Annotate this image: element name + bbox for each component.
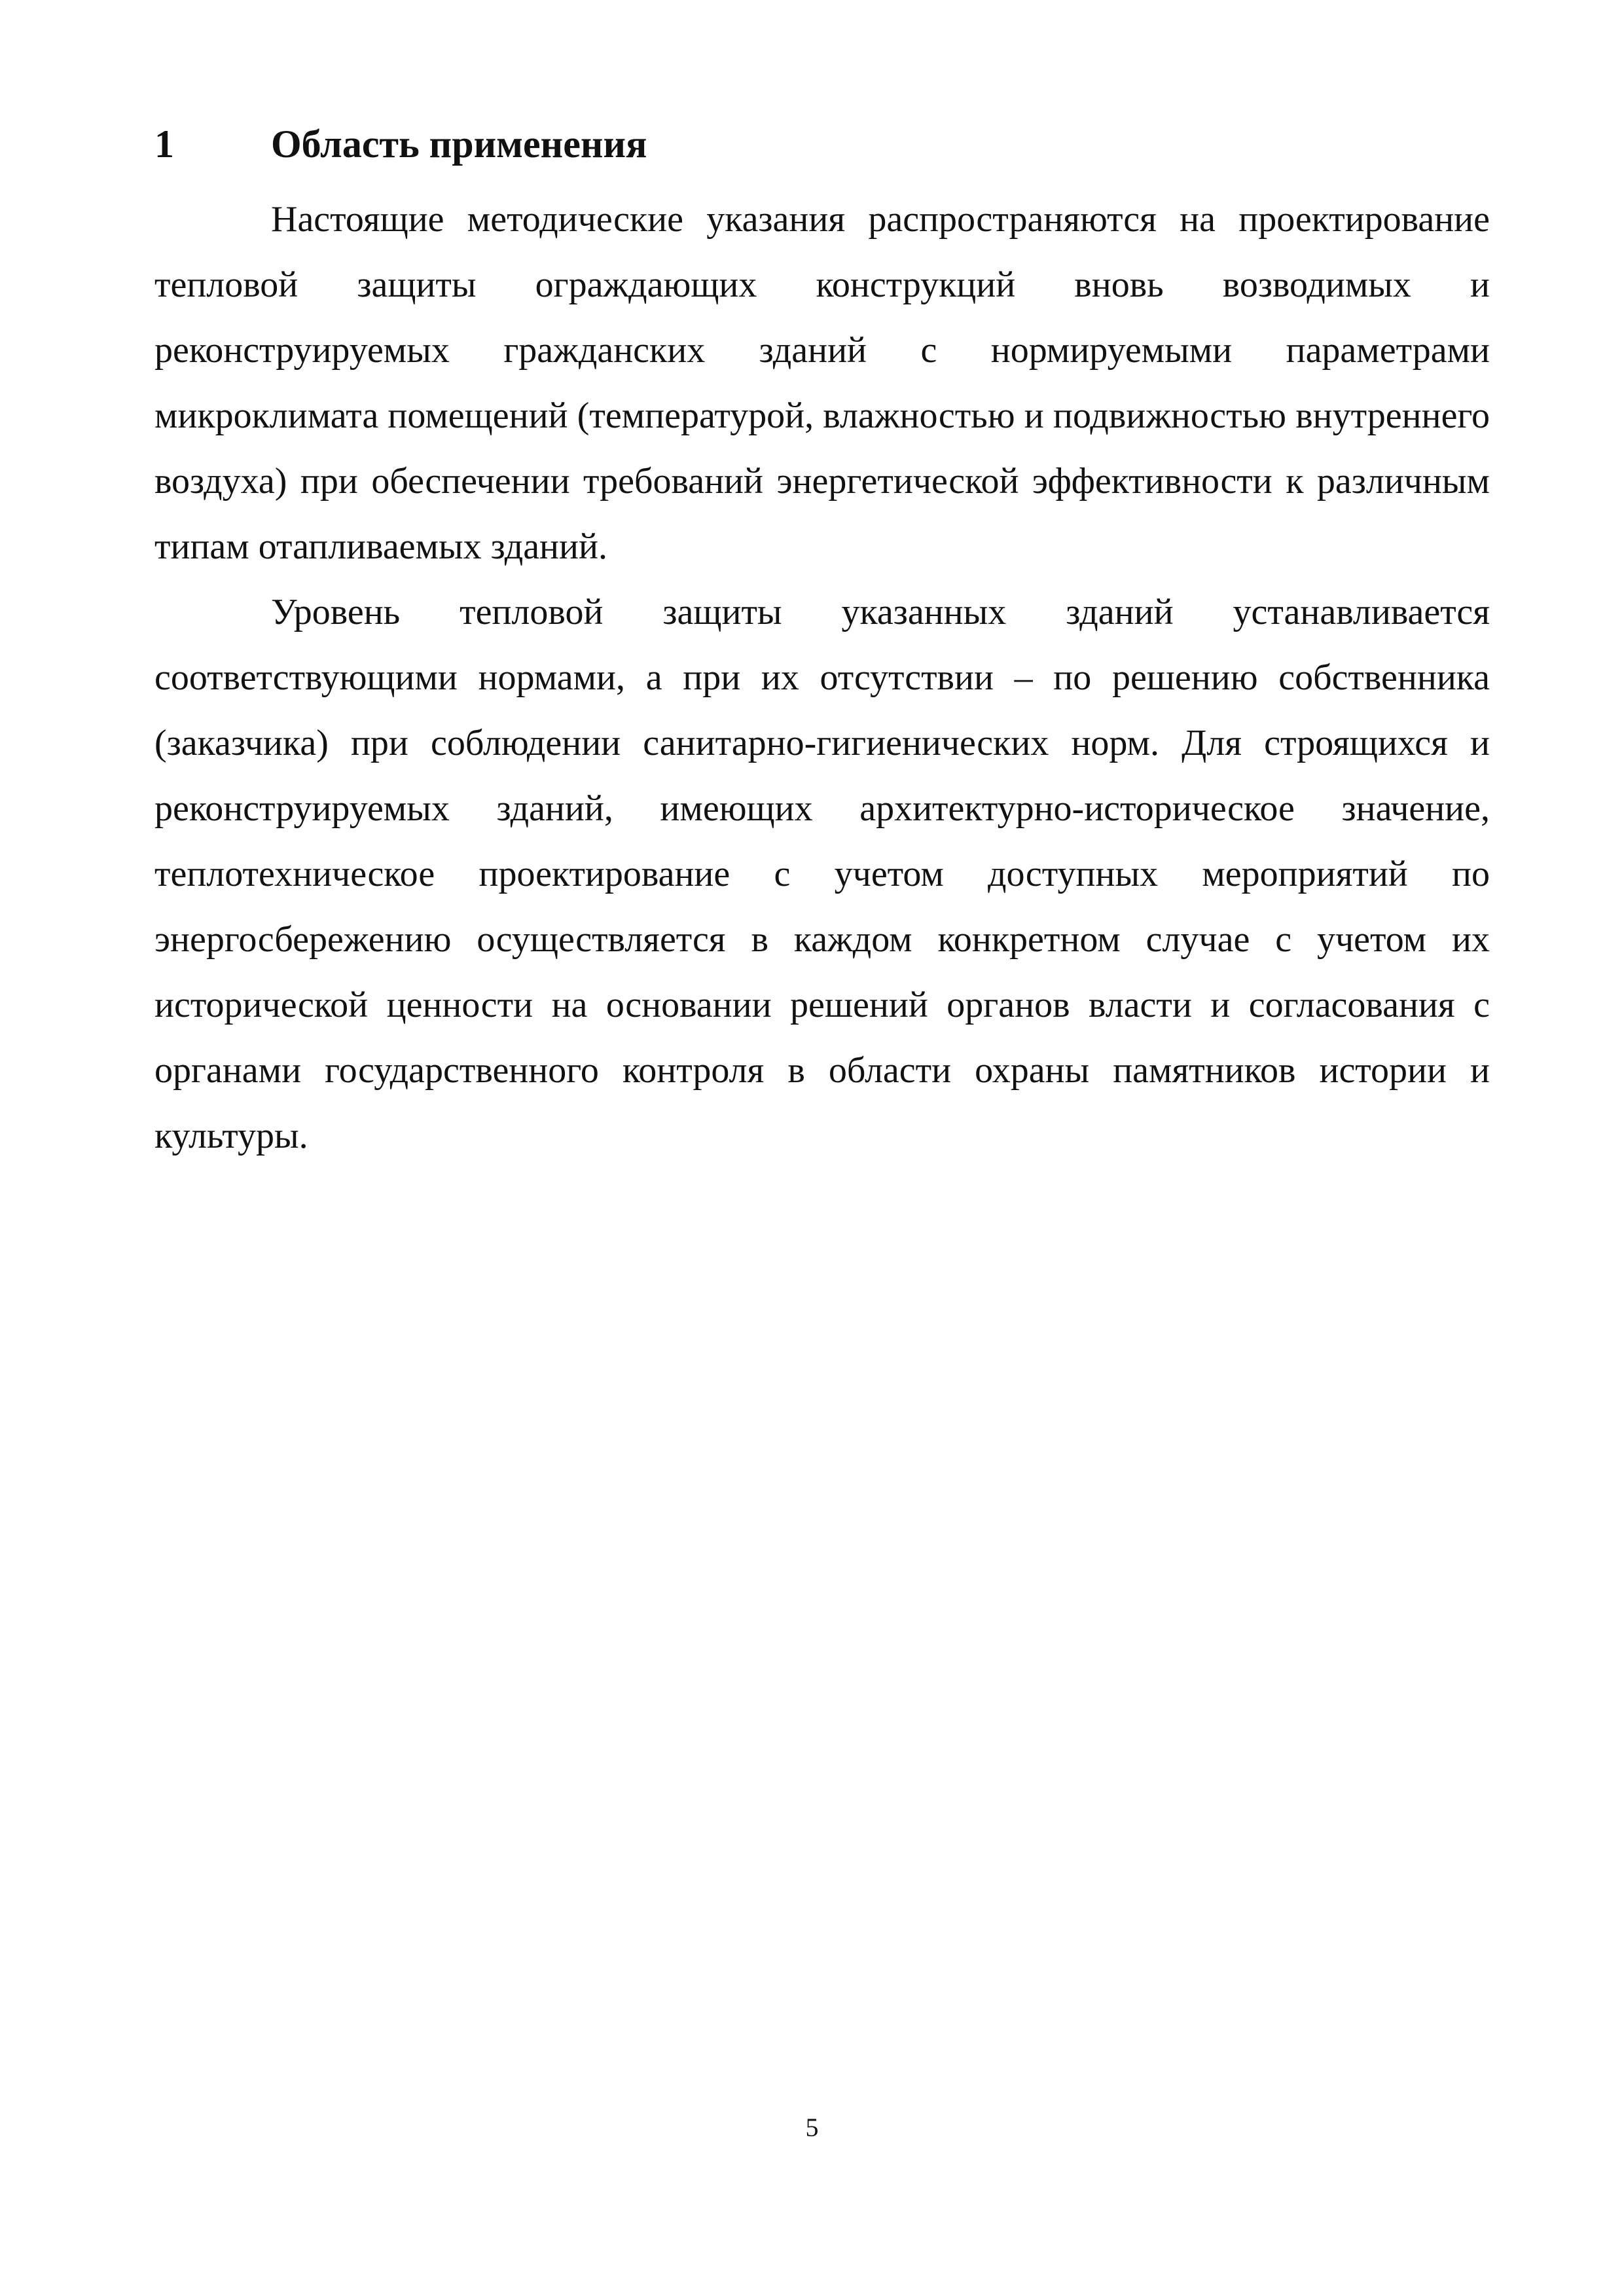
section-title: Область применения [271,122,647,166]
section-heading [154,111,1490,177]
section-number: 1 [154,122,174,166]
paragraph-scope: Настоящие методические указания распространяются на проектирование тепловой защиты ограждающих конструкций вновь возводимых и реконструируемых гражданских зданий с нормируемыми параметрами микроклимата помещений (температурой, влажностью и подвижностью внутреннего воздуха) при обеспечении требований энергетической эффективности к различным типам отапливаемых зданий. [154,199,1490,567]
section-body [154,187,1490,1169]
page-number: 5 [805,2113,819,2142]
paragraph-thermal-protection-level: Уровень тепловой защиты указанных зданий устанавливается соответствующими нормами, а при их отсутствии – по решению собственника (заказчика) при соблюдении санитарно-гигиенических норм. Для строящихся и реконструируемых зданий, имеющих архитектурно-историческое значение, теплотехническое проектирование с учетом доступных мероприятий по энергосбережению осуществляется в каждом конкретном случае с учетом их исторической ценности на основании решений органов власти и согласования с органами государственного контроля в области охраны памятников истории и культуры. [154,592,1490,1156]
